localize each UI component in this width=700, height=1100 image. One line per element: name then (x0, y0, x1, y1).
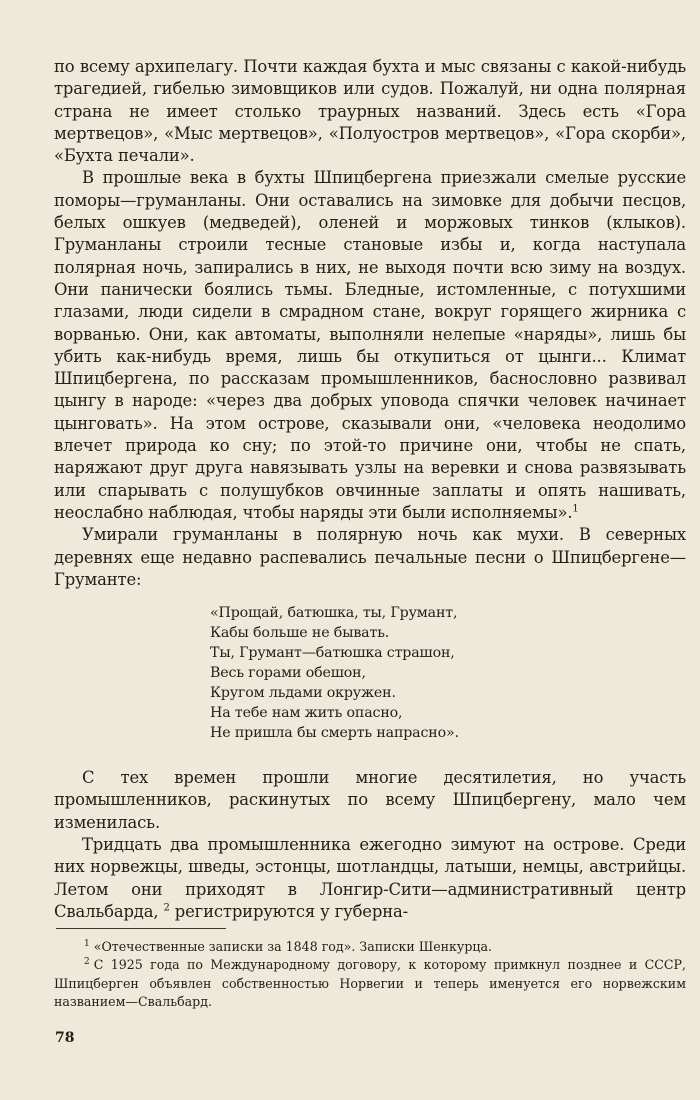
footnote-divider (56, 928, 226, 929)
paragraph-5-start: Тридцать два промышленника ежегодно зимуют на острове. Среди них норвежцы, шведы, эстонцы, шотландцы, латыши, немцы, австрийцы. Летом они приходят в Лонгир-Сити—административный центр Свальбарда, (54, 835, 686, 921)
footnote-1-number: 1 (84, 938, 90, 949)
poem-line: Кабы больше не бывать. (210, 625, 390, 642)
footnote-1-text: «Отечественные записки за 1848 год». Записки Шенкурца. (93, 939, 492, 954)
paragraph-2 (54, 167, 686, 524)
paragraph-4: С тех времен прошли многие десятилетия, но участь промышленников, раскинутых по всему Шпицбергену, мало чем изменилась. (54, 768, 686, 832)
footnote-2-number: 2 (84, 957, 90, 968)
poem-line: «Прощай, батюшка, ты, Грумант, (210, 605, 458, 622)
footnote-1 (54, 938, 686, 956)
poem-line: Ты, Грумант—батюшка страшон, (210, 645, 455, 662)
footnote-ref-1: 1 (572, 503, 579, 515)
footnote-2 (54, 956, 686, 1011)
poem-line: На тебе нам жить опасно, (210, 705, 403, 722)
main-text (54, 56, 686, 923)
paragraph-1: по всему архипелагу. Почти каждая бухта и мыс связаны с какой-нибудь трагедией, гибелью зимовщиков или судов. Пожалуй, ни одна полярная страна не имеет столько траурных названий. Здесь есть «Гора мертвецов», «Мыс мертвецов», «Полуостров мертвецов», «Гора скорби», «Бухта печали». (54, 57, 686, 166)
footnote-2-text: С 1925 года по Международному договору, к которому примкнул позднее и СССР, Шпицберген объявлен собственностью Норвегии и теперь именуется его норвежским названием—Свальбард. (54, 957, 686, 1010)
poem-line: Весь горами обешон, (210, 665, 366, 682)
page-number: 78 (55, 1030, 75, 1046)
paragraph-3: Умирали груманланы в полярную ночь как мухи. В северных деревнях еще недавно распевались печальные песни о Шпицбергене—Груманте: (54, 525, 686, 589)
poem (210, 603, 686, 743)
footnote-ref-2: 2 (163, 902, 170, 914)
paragraph-2-text: В прошлые века в бухты Шпицбергена приезжали смелые русские поморы—груманланы. Они оставались на зимовке для добычи песцов, белых ошкуев (медведей), оленей и моржовых тинков (клыков). Груманланы строили тесные становые избы и, когда наступала полярная ночь, запирались в них, не выходя почти всю зиму на воздух. Они панически боялись тьмы. Бледные, истомленные, с потухшими глазами, люди сидели в смрадном стане, вокруг горящего жирника с ворванью. Они, как автоматы, выполняли нелепые «наряды», лишь бы убить как-нибудь время, лишь бы откупиться от цынги... Климат Шпицбергена, по рассказам промышленников, баснословно развивал цынгу в народе: «через два добрых уповода спячки человек начинает цынговать». На этом острове, сказывали они, «человека неодолимо влечет природа ко сну; по этой-то причине они, чтобы не спать, наряжают друг друга навязывать узлы на веревки и снова развязывать или спарывать с полушубков овчинные заплаты и опять нашивать, неослабно наблюдая, чтобы наряды эти были исполняемы». (54, 168, 686, 522)
paragraph-5 (54, 834, 686, 923)
footnotes (54, 938, 686, 1012)
poem-line: Кругом льдами окружен. (210, 685, 396, 702)
paragraph-5-end: регистрируются у губерна- (174, 901, 408, 921)
poem-line: Не пришла бы смерть напрасно». (210, 725, 459, 742)
